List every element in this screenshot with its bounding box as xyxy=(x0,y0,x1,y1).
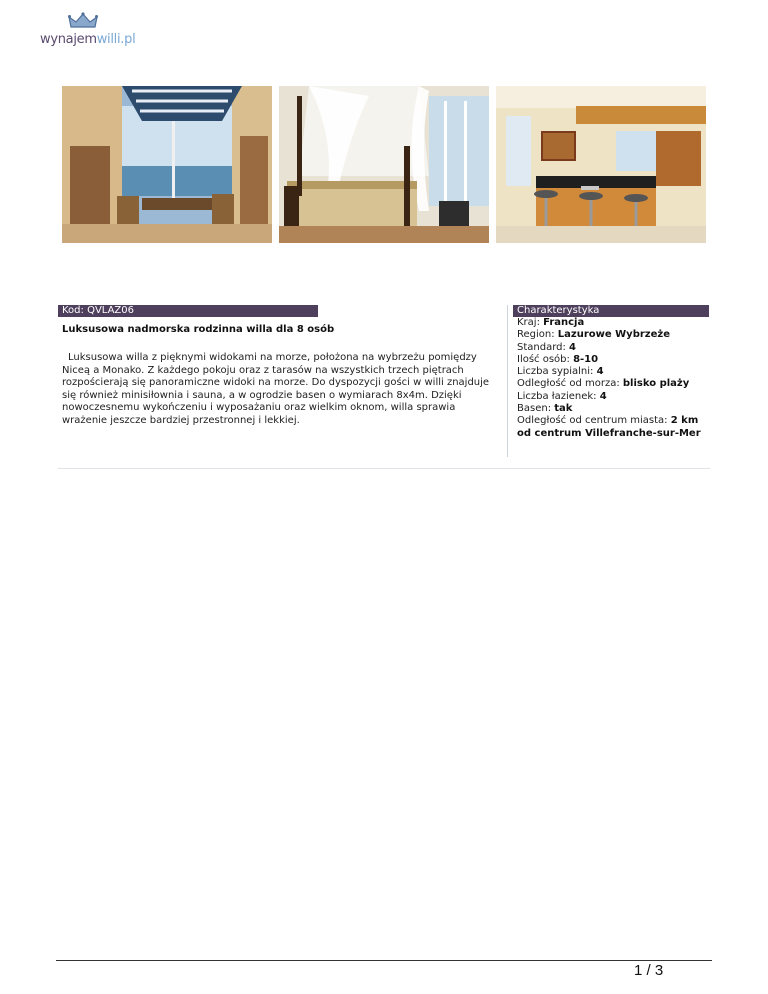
photo-terrace[interactable] xyxy=(62,86,272,243)
char-value: tak xyxy=(554,403,573,415)
char-value: 8-10 xyxy=(573,353,599,365)
logo-text-willi: willi.pl xyxy=(96,32,136,47)
crown-icon xyxy=(68,12,98,30)
footer-rule xyxy=(56,960,712,961)
char-value: 4 xyxy=(596,366,604,378)
char-value: 4 xyxy=(569,341,577,353)
char-label: Liczba łazienek: xyxy=(517,390,600,402)
page-number: 1 / 3 xyxy=(634,962,664,979)
logo-text-wynajem: wynajem xyxy=(40,32,97,47)
char-basen xyxy=(517,403,712,415)
listing-code-bar: Kod: QVLAZ06 xyxy=(58,305,318,317)
char-label: Region: xyxy=(517,329,558,341)
char-label: Standard: xyxy=(517,341,570,353)
logo-wordmark xyxy=(40,32,135,47)
characteristics-list xyxy=(517,317,712,440)
char-value: blisko plaży xyxy=(622,378,690,390)
char-value: 2 km od centrum Villefranche-sur-Mer xyxy=(517,415,701,439)
section-divider xyxy=(58,468,710,469)
char-lazienek xyxy=(517,391,712,403)
char-label: Ilość osób: xyxy=(517,353,574,365)
listing-description: Luksusowa willa z pięknymi widokami na morze, położona na wybrzeżu pomiędzy Niceą a Monako. Z każdego pokoju oraz z tarasów na wszystkich trzech piętrach rozpościerają się panoramiczne widoki na morze. Do dyspozycji gości w willi znajduje się również minisiłownia i sauna, a w ogrodzie basen o wymiarach 8x4m. Dzięki nowoczesnemu wykończeniu i wyposażaniu oraz wielkim oknom, willa sprawia wrażenie jeszcze bardziej przestronnej i lekkiej. xyxy=(62,352,490,426)
photo-kitchen[interactable] xyxy=(496,86,706,243)
site-logo[interactable] xyxy=(40,12,136,48)
char-label: Kraj: xyxy=(517,317,544,328)
char-value: Francja xyxy=(543,317,585,328)
listing-title: Luksusowa nadmorska rodzinna willa dla 8 osób xyxy=(62,324,335,335)
char-kraj xyxy=(517,317,712,329)
char-morze xyxy=(517,378,712,390)
char-region xyxy=(517,329,712,341)
char-value: Lazurowe Wybrzeże xyxy=(557,329,670,341)
char-label: Odległość od centrum miasta: xyxy=(517,415,671,427)
char-osob xyxy=(517,354,712,366)
characteristics-header: Charakterystyka xyxy=(513,305,709,317)
char-centrum xyxy=(517,415,712,440)
char-sypialni xyxy=(517,366,712,378)
photo-bedroom[interactable] xyxy=(279,86,489,243)
char-label: Basen: xyxy=(517,403,555,415)
column-divider xyxy=(507,305,508,457)
char-label: Odległość od morza: xyxy=(517,378,623,390)
char-value: 4 xyxy=(599,390,607,402)
char-standard xyxy=(517,342,712,354)
char-label: Liczba sypialni: xyxy=(517,366,597,378)
